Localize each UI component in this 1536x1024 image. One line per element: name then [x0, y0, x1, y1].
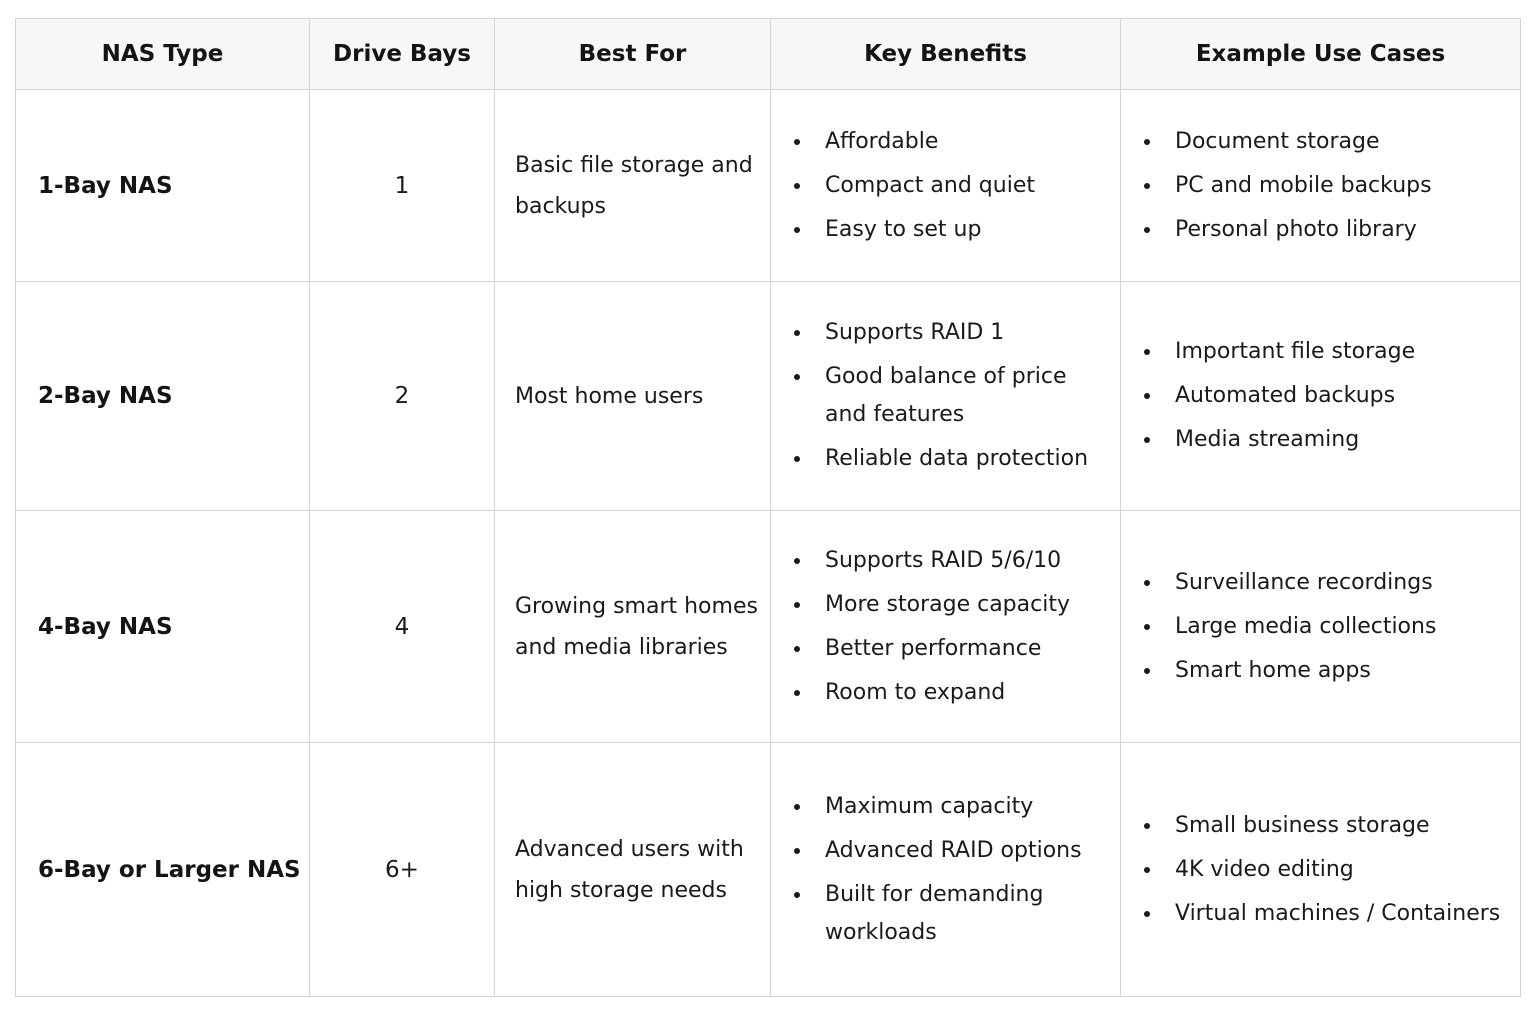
- use-cases-cell: [1121, 90, 1521, 282]
- use-cases-cell: [1121, 511, 1521, 743]
- list-item: Room to expand: [791, 674, 1112, 712]
- list-item: Reliable data protection: [791, 440, 1112, 478]
- key-benefits-cell: [771, 282, 1121, 511]
- use-cases-list: [1141, 333, 1512, 459]
- key-benefits-cell: [771, 743, 1121, 997]
- list-item: Small business storage: [1141, 807, 1512, 845]
- nas-type-cell: 2-Bay NAS: [16, 282, 310, 511]
- drive-bays-cell: 6+: [310, 743, 495, 997]
- list-item: Easy to set up: [791, 211, 1112, 249]
- list-item: Large media collections: [1141, 608, 1512, 646]
- list-item: Supports RAID 5/6/10: [791, 542, 1112, 580]
- list-item: Affordable: [791, 123, 1112, 161]
- list-item: Important file storage: [1141, 333, 1512, 371]
- benefits-list: [791, 542, 1112, 712]
- best-for-cell: Growing smart homes and media libraries: [495, 511, 771, 743]
- use-cases-cell: [1121, 282, 1521, 511]
- list-item: Supports RAID 1: [791, 314, 1112, 352]
- nas-type-cell: 4-Bay NAS: [16, 511, 310, 743]
- drive-bays-cell: 1: [310, 90, 495, 282]
- header-key-benefits: Key Benefits: [771, 19, 1121, 90]
- list-item: 4K video editing: [1141, 851, 1512, 889]
- drive-bays-cell: 4: [310, 511, 495, 743]
- use-cases-list: [1141, 564, 1512, 690]
- list-item: Surveillance recordings: [1141, 564, 1512, 602]
- nas-type-cell: 1-Bay NAS: [16, 90, 310, 282]
- list-item: Good balance of price and features: [791, 358, 1112, 434]
- list-item: More storage capacity: [791, 586, 1112, 624]
- key-benefits-cell: [771, 511, 1121, 743]
- header-row: [16, 19, 1521, 90]
- best-for-cell: Most home users: [495, 282, 771, 511]
- list-item: Document storage: [1141, 123, 1512, 161]
- list-item: Built for demanding workloads: [791, 876, 1112, 952]
- header-best-for: Best For: [495, 19, 771, 90]
- best-for-cell: Basic file storage and backups: [495, 90, 771, 282]
- list-item: Smart home apps: [1141, 652, 1512, 690]
- best-for-cell: Advanced users with high storage needs: [495, 743, 771, 997]
- list-item: Advanced RAID options: [791, 832, 1112, 870]
- use-cases-cell: [1121, 743, 1521, 997]
- list-item: Automated backups: [1141, 377, 1512, 415]
- list-item: Personal photo library: [1141, 211, 1512, 249]
- list-item: Better performance: [791, 630, 1112, 668]
- key-benefits-cell: [771, 90, 1121, 282]
- benefits-list: [791, 788, 1112, 952]
- table-row: [16, 511, 1521, 743]
- use-cases-list: [1141, 123, 1512, 249]
- table-row: [16, 282, 1521, 511]
- benefits-list: [791, 314, 1112, 478]
- list-item: Media streaming: [1141, 421, 1512, 459]
- list-item: Virtual machines / Containers: [1141, 895, 1512, 933]
- drive-bays-cell: 2: [310, 282, 495, 511]
- use-cases-list: [1141, 807, 1512, 933]
- table-row: [16, 90, 1521, 282]
- list-item: PC and mobile backups: [1141, 167, 1512, 205]
- list-item: Compact and quiet: [791, 167, 1112, 205]
- header-drive-bays: Drive Bays: [310, 19, 495, 90]
- list-item: Maximum capacity: [791, 788, 1112, 826]
- header-example-use-cases: Example Use Cases: [1121, 19, 1521, 90]
- nas-comparison-table: [15, 18, 1521, 997]
- header-nas-type: NAS Type: [16, 19, 310, 90]
- benefits-list: [791, 123, 1112, 249]
- table-row: [16, 743, 1521, 997]
- nas-type-cell: 6-Bay or Larger NAS: [16, 743, 310, 997]
